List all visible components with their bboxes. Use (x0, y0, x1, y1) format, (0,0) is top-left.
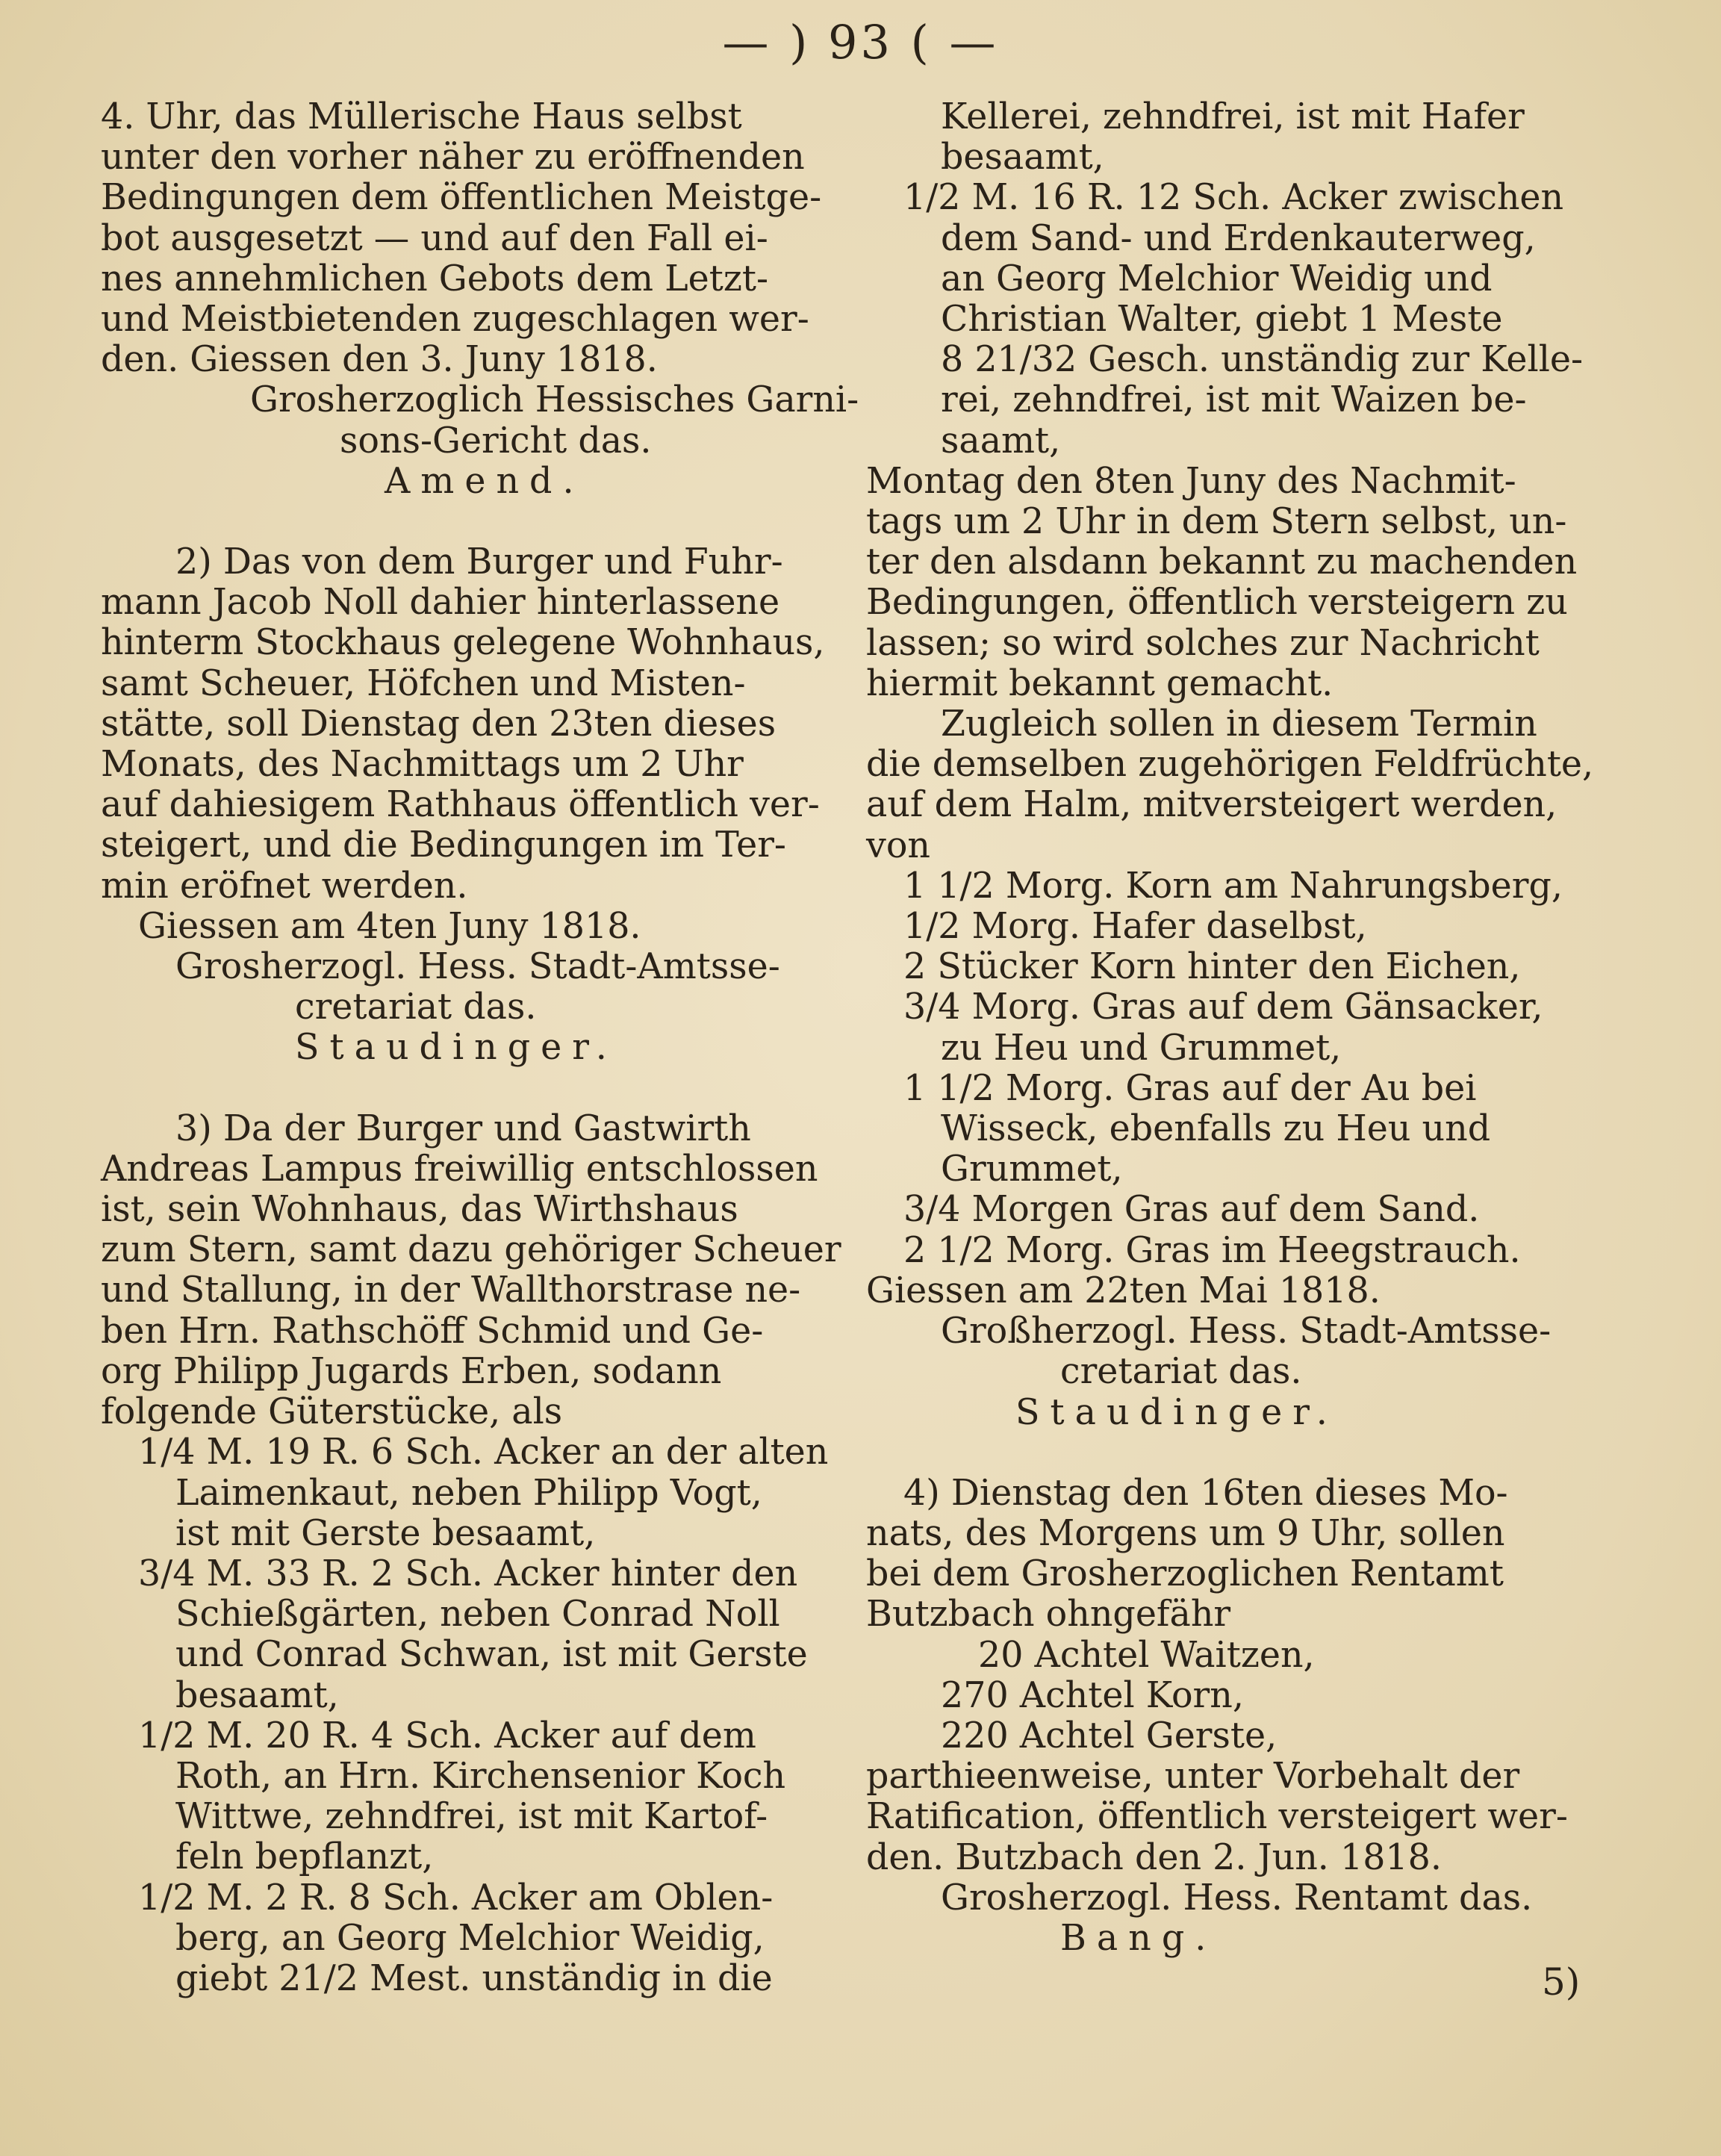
text-line: mann Jacob Noll dahier hinterlassene (101, 582, 780, 624)
text-line: feln bepflanzt, (175, 1836, 434, 1878)
text-line: nats, des Morgens um 9 Uhr, sollen (866, 1512, 1505, 1554)
left-column (101, 96, 859, 1999)
text-line: Staudinger. (295, 1027, 617, 1069)
text-line: 270 Achtel Korn, (941, 1674, 1244, 1716)
text-line: Grosherzogl. Hess. Rentamt das. (941, 1877, 1533, 1919)
text-line: den. Butzbach den 2. Jun. 1818. (866, 1836, 1442, 1878)
text-line: hinterm Stockhaus gelegene Wohnhaus, (101, 622, 825, 664)
text-line: 2 1/2 Morg. Gras im Heegstrauch. (903, 1229, 1521, 1271)
text-line: tags um 2 Uhr in dem Stern selbst, un- (866, 501, 1567, 543)
text-line: 1/2 M. 2 R. 8 Sch. Acker am Oblen- (138, 1877, 774, 1919)
text-line: auf dahiesigem Rathhaus öffentlich ver- (101, 784, 820, 826)
text-line: 3/4 M. 33 R. 2 Sch. Acker hinter den (138, 1553, 798, 1594)
text-line: Giessen am 4ten Juny 1818. (138, 905, 641, 947)
text-line: 20 Achtel Waitzen, (978, 1634, 1315, 1676)
catchword: 5) (1542, 1960, 1581, 2004)
text-line: steigert, und die Bedingungen im Ter- (101, 824, 786, 866)
text-line: ist, sein Wohnhaus, das Wirthshaus (101, 1189, 738, 1231)
text-line: bei dem Grosherzoglichen Rentamt (866, 1553, 1504, 1595)
text-line: dem Sand- und Erdenkauterweg, (941, 217, 1536, 259)
text-line: Wittwe, zehndfrei, ist mit Kartof- (175, 1796, 768, 1838)
text-line: 1 1/2 Morg. Gras auf der Au bei (903, 1067, 1477, 1109)
text-line: Monats, des Nachmittags um 2 Uhr (101, 744, 744, 786)
text-line: Butzbach ohngefähr (866, 1594, 1231, 1635)
text-line: cretariat das. (295, 987, 537, 1028)
text-line: lassen; so wird solches zur Nachricht (866, 622, 1540, 664)
text-line: berg, an Georg Melchior Weidig, (175, 1917, 765, 1959)
text-line: 1/2 M. 16 R. 12 Sch. Acker zwischen (903, 177, 1564, 219)
text-line: min eröfnet werden. (101, 865, 468, 907)
text-line: Roth, an Hrn. Kirchensenior Koch (175, 1755, 786, 1797)
text-line: Laimenkaut, neben Philipp Vogt, (175, 1472, 762, 1514)
text-line: Andreas Lampus freiwillig entschlossen (101, 1148, 818, 1190)
text-line: folgende Güterstücke, als (101, 1391, 563, 1433)
text-line: zu Heu und Grummet, (941, 1027, 1342, 1069)
text-line (866, 1433, 1605, 1473)
text-line: 3/4 Morg. Gras auf dem Gänsacker, (903, 987, 1543, 1028)
text-line: parthieenweise, unter Vorbehalt der (866, 1756, 1520, 1798)
text-line: 8 21/32 Gesch. unständig zur Kelle- (941, 339, 1584, 381)
text-line: Kellerei, zehndfrei, ist mit Hafer (941, 96, 1525, 137)
text-line (101, 1069, 840, 1109)
text-line: Großherzogl. Hess. Stadt-Amtsse- (941, 1311, 1552, 1352)
text-line: Montag den 8ten Juny des Nachmit- (866, 460, 1516, 502)
text-line: auf dem Halm, mitversteigert werden, (866, 784, 1557, 826)
text-line: Amend. (385, 460, 585, 502)
text-line: und Meistbietenden zugeschlagen wer- (101, 299, 809, 341)
text-line: Bang. (1060, 1917, 1217, 1959)
text-line: und Stallung, in der Wallthorstrase ne- (101, 1270, 801, 1311)
text-line: Wisseck, ebenfalls zu Heu und (941, 1108, 1491, 1150)
text-line: Grosherzogl. Hess. Stadt-Amtsse- (175, 946, 780, 988)
text-line: Christian Walter, giebt 1 Meste (941, 299, 1503, 341)
text-line: Grummet, (941, 1149, 1123, 1190)
text-line: org Philipp Jugards Erben, sodann (101, 1350, 722, 1392)
text-line: ben Hrn. Rathschöff Schmid und Ge- (101, 1310, 764, 1352)
text-line: 1/2 Morg. Hafer daselbst, (903, 906, 1367, 948)
text-line: Bedingungen, öffentlich versteigern zu (866, 582, 1568, 624)
text-line: Giessen am 22ten Mai 1818. (866, 1270, 1381, 1311)
text-line: Schießgärten, neben Conrad Noll (175, 1594, 780, 1635)
text-line: sons-Gericht das. (340, 420, 652, 462)
page-number: — ) 93 ( — (722, 15, 999, 69)
text-line: 1/4 M. 19 R. 6 Sch. Acker an der alten (138, 1432, 829, 1473)
text-line: zum Stern, samt dazu gehöriger Scheuer (101, 1229, 841, 1271)
text-line: ist mit Gerste besaamt, (175, 1512, 596, 1554)
text-line: ter den alsdann bekannt zu machenden (866, 541, 1578, 583)
text-line: die demselben zugehörigen Feldfrüchte, (866, 744, 1594, 786)
text-line: unter den vorher näher zu eröffnenden (101, 137, 805, 178)
text-line: an Georg Melchior Weidig und (941, 258, 1493, 299)
text-line: 3) Da der Burger und Gastwirth (175, 1107, 751, 1149)
text-line: stätte, soll Dienstag den 23ten dieses (101, 703, 777, 745)
text-line: rei, zehndfrei, ist mit Waizen be- (941, 379, 1527, 421)
text-line (101, 502, 840, 542)
text-line: 220 Achtel Gerste, (941, 1715, 1277, 1756)
text-line: giebt 21/2 Mest. unständig in die (175, 1957, 773, 1999)
text-line: und Conrad Schwan, ist mit Gerste (175, 1634, 808, 1676)
text-line: Bedingungen dem öffentlichen Meistge- (101, 177, 822, 219)
text-line: Zugleich sollen in diesem Termin (941, 703, 1537, 745)
text-line: bot ausgesetzt — und auf den Fall ei- (101, 217, 768, 259)
text-line: den. Giessen den 3. Juny 1818. (101, 339, 658, 381)
text-line: samt Scheuer, Höfchen und Misten- (101, 662, 746, 704)
text-line: nes annehmlichen Gebots dem Letzt- (101, 258, 768, 299)
text-line: besaamt, (175, 1674, 339, 1716)
text-line: 1 1/2 Morg. Korn am Nahrungsberg, (903, 865, 1563, 907)
text-line: besaamt, (941, 137, 1104, 178)
text-line: 3/4 Morgen Gras auf dem Sand. (903, 1189, 1480, 1231)
text-line: saamt, (941, 420, 1061, 462)
text-line: von (866, 824, 931, 866)
text-line: 1/2 M. 20 R. 4 Sch. Acker auf dem (138, 1715, 756, 1756)
text-line: Staudinger. (1015, 1391, 1338, 1433)
text-line: 4) Dienstag den 16ten dieses Mo- (903, 1472, 1508, 1514)
text-line: 4. Uhr, das Müllerische Haus selbst (101, 96, 742, 137)
text-line: Grosherzoglich Hessisches Garni- (250, 379, 859, 421)
text-line: Ratification, öffentlich versteigert wer- (866, 1796, 1568, 1838)
text-line: cretariat das. (1060, 1351, 1302, 1393)
text-line: 2) Das von dem Burger und Fuhr- (175, 541, 783, 583)
text-line: 2 Stücker Korn hinter den Eichen, (903, 946, 1521, 988)
text-line: hiermit bekannt gemacht. (866, 662, 1333, 704)
right-column (866, 97, 1605, 1959)
